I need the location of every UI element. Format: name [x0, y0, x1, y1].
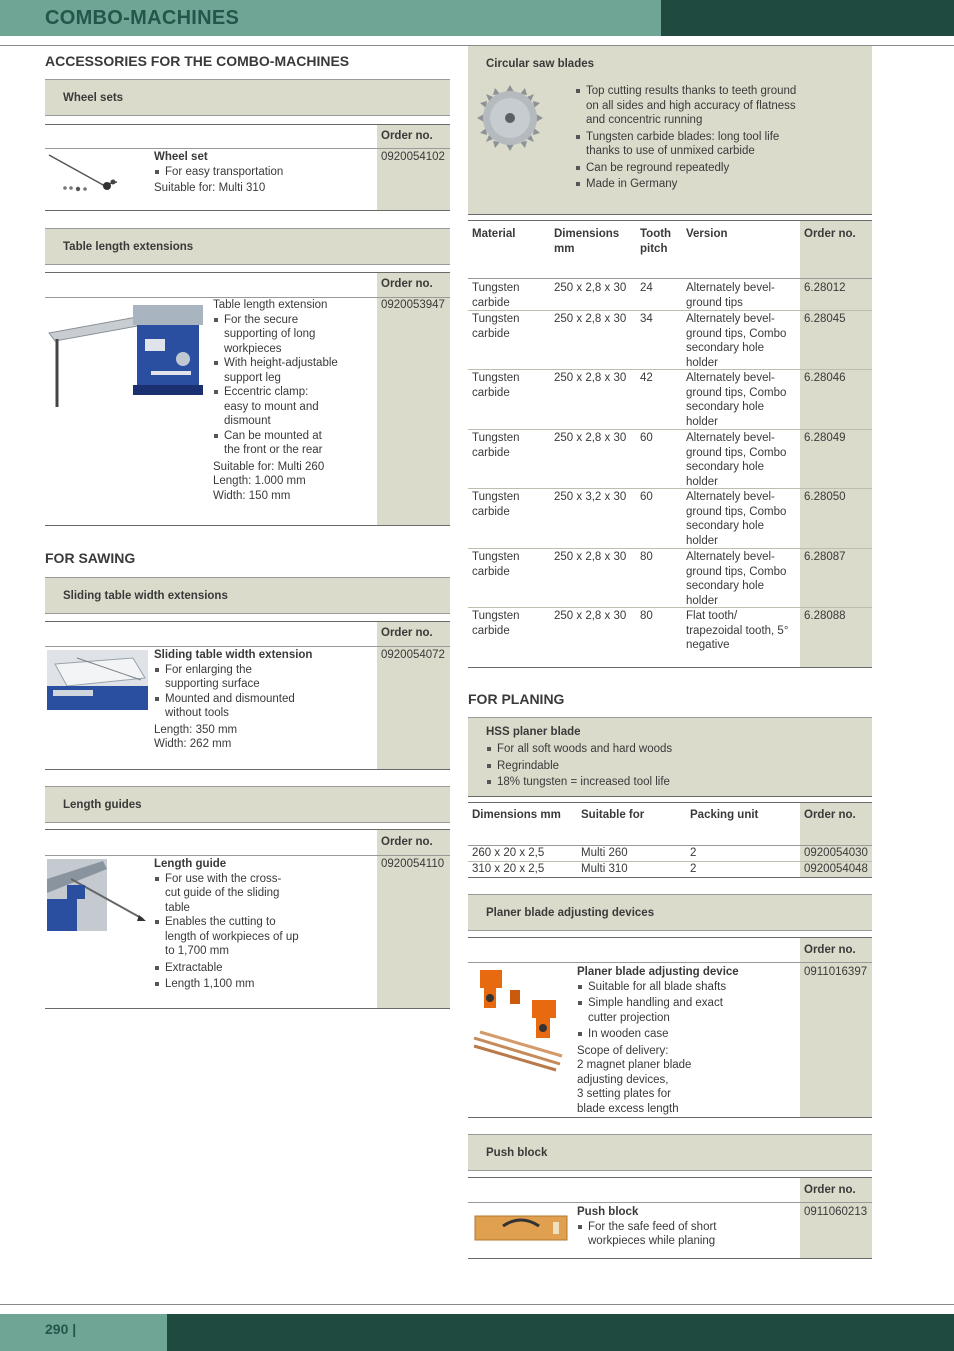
order-number: 0920054102 [381, 151, 445, 163]
circular-table-cell: 80 [640, 610, 653, 622]
bullet: For the safe feed of short workpieces while planing [577, 1220, 737, 1249]
circular-table-cell: 250 x 2,8 x 30 [554, 282, 627, 294]
product-note: Length: 350 mm [154, 723, 238, 736]
rule [468, 369, 872, 370]
circular-table-cell: Tungsten carbide [472, 432, 520, 459]
order-column [377, 622, 450, 769]
subhead-length-guides [45, 786, 450, 823]
bullet: For use with the cross-cut guide of the sliding table [154, 872, 284, 916]
order-header: Order no. [381, 130, 433, 142]
product-note: Suitable for: Multi 260 [213, 460, 325, 473]
circular-table-cell: 60 [640, 432, 653, 444]
circular-table-cell: 6.28088 [804, 610, 846, 622]
rule [468, 310, 872, 311]
circular-table-cell: 250 x 2,8 x 30 [554, 610, 627, 622]
product-name: Table length extension [213, 299, 328, 311]
circular-table-cell: Alternately bevel-ground tips [686, 282, 775, 309]
bullet: Mounted and dismounted without tools [154, 692, 324, 721]
rule [45, 769, 450, 770]
circular-table-cell: Tungsten carbide [472, 372, 520, 399]
order-header: Order no. [381, 278, 433, 290]
footer-bar [0, 1314, 954, 1351]
page-title: COMBO-MACHINES [45, 7, 240, 29]
panel-title: HSS planer blade [486, 726, 581, 738]
footer-divider [0, 1304, 954, 1305]
circular-table-cell: 250 x 2,8 x 30 [554, 551, 627, 563]
page-number: 290 | [45, 1321, 77, 1337]
table-length-extension-image [47, 301, 207, 413]
subhead-label: Push block [486, 1147, 548, 1159]
circular-table-cell: Flat tooth/ trapezoidal tooth, 5° negative [686, 610, 789, 651]
rule [468, 607, 872, 608]
product-name: Planer blade adjusting device [577, 966, 739, 978]
bullet: 18% tungsten = increased tool life [486, 775, 856, 790]
circular-table-cell: Alternately bevel-ground tips, Combo secondary hole holder [686, 313, 787, 369]
planer-adjusting-description [577, 965, 797, 1116]
circular-table-cell: Alternately bevel-ground tips, Combo secondary hole holder [686, 432, 787, 488]
order-number: 0920053947 [381, 299, 445, 311]
rule [45, 525, 450, 526]
footer-bar-dark [167, 1314, 954, 1351]
order-number: 0911016397 [804, 966, 868, 978]
product-name: Length guide [154, 858, 227, 870]
length-guide-description [154, 857, 374, 992]
subhead-label: Planer blade adjusting devices [486, 907, 655, 919]
bullet: In wooden case [577, 1027, 797, 1042]
order-number: 0911060213 [804, 1206, 868, 1218]
rule [468, 488, 872, 489]
bullet: With height-adjustable support leg [213, 356, 375, 385]
wheel-set-image [47, 152, 122, 197]
rule [45, 646, 450, 647]
product-note: Width: 150 mm [213, 489, 291, 502]
product-name: Sliding table width extension [154, 649, 313, 661]
circular-table-cell: Alternately bevel-ground tips, Combo secondary hole holder [686, 551, 787, 607]
hss-cell: 2 [690, 847, 697, 859]
product-note: Suitable for: Multi 310 [154, 182, 266, 194]
header-bar [0, 0, 954, 36]
circular-table-cell: 6.28012 [804, 282, 846, 294]
bullet: Can be mounted at the front or the rear [213, 429, 323, 458]
product-name: Push block [577, 1206, 639, 1218]
circular-table-cell: 80 [640, 551, 653, 563]
circular-table-cell: Alternately bevel-ground tips, Combo secondary hole holder [686, 491, 787, 547]
push-block-description [577, 1205, 797, 1249]
circular-table-cell: 6.28046 [804, 372, 846, 384]
circular-table-cell: 34 [640, 313, 653, 325]
bullet: Enables the cutting to length of workpieces of up to 1,700 mm [154, 915, 304, 959]
header-bar-dark [661, 0, 954, 36]
sliding-table-image [47, 650, 148, 710]
bullet: Eccentric clamp: easy to mount and dismount [213, 385, 323, 429]
bullet: Length 1,100 mm [154, 977, 374, 992]
circular-table-cell: 60 [640, 491, 653, 503]
circular-table-cell: 250 x 3,2 x 30 [554, 491, 627, 503]
col-header-order-no: Order no. [804, 809, 856, 821]
circular-table-cell: 24 [640, 282, 653, 294]
wheel-set-description [154, 150, 374, 196]
rule [468, 877, 872, 878]
col-header-suitable-for: Suitable for [581, 809, 645, 821]
subhead-label: Wheel sets [63, 92, 124, 104]
subhead-label: Table length extensions [63, 241, 194, 253]
order-number: 0920054110 [381, 858, 445, 870]
rule [468, 962, 872, 963]
subhead-wheel-sets [45, 79, 450, 116]
planer-adjusting-device-image [470, 966, 570, 1072]
length-guide-image [47, 859, 147, 931]
order-number: 0920054072 [381, 649, 445, 661]
table-length-extension-description [213, 298, 375, 503]
product-note: 3 setting plates for blade excess length [577, 1088, 679, 1115]
col-header-tooth-pitch: Tooth pitch [640, 228, 672, 255]
bullet: Can be reground repeatedly [575, 161, 800, 176]
circular-table-cell: 250 x 2,8 x 30 [554, 313, 627, 325]
hss-cell: 0920054048 [804, 863, 868, 875]
bullet: For enlarging the supporting surface [154, 663, 284, 692]
bullet: Tungsten carbide blades: long tool life thanks to use of unmixed carbide [575, 130, 800, 159]
subhead-table-length-extensions [45, 228, 450, 265]
rule [468, 1258, 872, 1259]
push-block-image [473, 1210, 569, 1244]
circular-saw-blades-panel [468, 46, 872, 214]
bullet: Made in Germany [575, 177, 800, 192]
circular-table-cell: 6.28045 [804, 313, 846, 325]
order-header: Order no. [381, 836, 433, 848]
product-note: 2 magnet planer blade adjusting devices, [577, 1059, 692, 1086]
subhead-label: Length guides [63, 799, 142, 811]
saw-blade-image [476, 84, 544, 152]
product-note: Width: 262 mm [154, 738, 232, 750]
col-header-version: Version [686, 228, 728, 240]
col-header-packing-unit: Packing unit [690, 809, 759, 821]
bullet: For all soft woods and hard woods [486, 742, 856, 757]
bullet: Suitable for all blade shafts [577, 980, 797, 995]
circular-table-cell: Tungsten carbide [472, 282, 520, 309]
rule [468, 548, 872, 549]
circular-table-cell: Tungsten carbide [472, 313, 520, 340]
col-header-dimensions: Dimensions mm [472, 809, 561, 821]
sliding-table-description [154, 648, 374, 752]
rule [468, 278, 872, 279]
circular-bullets [575, 84, 800, 192]
hss-bullets [486, 742, 856, 790]
rule [468, 214, 872, 215]
circular-table-cell: Tungsten carbide [472, 610, 520, 637]
panel-title: Circular saw blades [486, 58, 595, 70]
hss-cell: 2 [690, 863, 697, 875]
col-header-material: Material [472, 228, 516, 240]
product-note: Length: 1.000 mm [213, 475, 306, 487]
subhead-planer-adjusting [468, 894, 872, 931]
subhead-sliding-table [45, 577, 450, 614]
hss-cell: 260 x 20 x 2,5 [472, 847, 545, 859]
section-title-sawing: FOR SAWING [45, 550, 136, 566]
hss-cell: 0920054030 [804, 847, 868, 859]
rule [468, 1117, 872, 1118]
bullet: Extractable [154, 961, 374, 976]
subhead-push-block [468, 1134, 872, 1171]
circular-table-cell: Tungsten carbide [472, 551, 520, 578]
section-title-accessories: ACCESSORIES FOR THE COMBO-MACHINES [45, 53, 350, 69]
circular-table-cell: 42 [640, 372, 653, 384]
rule [468, 1202, 872, 1203]
circular-table-cell: 250 x 2,8 x 30 [554, 432, 627, 444]
bullet: For easy transportation [154, 165, 374, 180]
order-header: Order no. [804, 944, 856, 956]
rule [468, 796, 872, 797]
rule [45, 148, 450, 149]
section-title-planing: FOR PLANING [468, 691, 565, 707]
subhead-label: Sliding table width extensions [63, 590, 228, 602]
bullet: Top cutting results thanks to teeth ground on all sides and high accuracy of flatness and concentric running [575, 84, 800, 128]
order-header: Order no. [804, 1184, 856, 1196]
product-note: Scope of delivery: [577, 1044, 669, 1057]
circular-table-cell: 6.28050 [804, 491, 846, 503]
rule [468, 667, 872, 668]
bullet: Regrindable [486, 759, 856, 774]
circular-table-cell: Tungsten carbide [472, 491, 520, 518]
circular-table-cell: Alternately bevel-ground tips, Combo secondary hole holder [686, 372, 787, 428]
product-name: Wheel set [154, 151, 208, 163]
bullet: For the secure supporting of long workpieces [213, 313, 323, 357]
rule [45, 855, 450, 856]
circular-table-cell: 250 x 2,8 x 30 [554, 372, 627, 384]
col-header-order-no: Order no. [804, 228, 856, 240]
hss-cell: Multi 310 [581, 863, 628, 875]
rule [45, 210, 450, 211]
hss-cell: 310 x 20 x 2,5 [472, 863, 545, 875]
col-header-dimensions: Dimensions mm [554, 228, 620, 255]
order-header: Order no. [381, 627, 433, 639]
rule [468, 429, 872, 430]
footer-bar-light [0, 1314, 167, 1351]
hss-cell: Multi 260 [581, 847, 628, 859]
bullet: Simple handling and exact cutter projection [577, 996, 727, 1025]
hss-planer-panel [468, 717, 872, 796]
circular-table-cell: 6.28087 [804, 551, 846, 563]
circular-table-cell: 6.28049 [804, 432, 846, 444]
rule [45, 1008, 450, 1009]
